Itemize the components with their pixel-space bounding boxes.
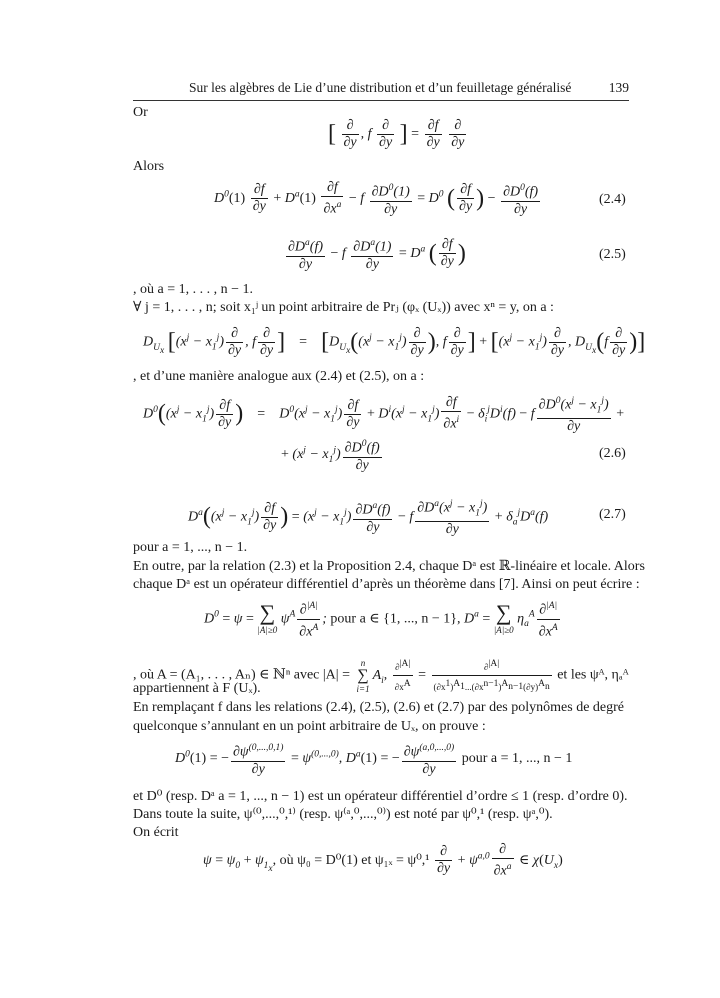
pour-range-text: pour a ∈ {1, ..., n − 1}, [330, 611, 461, 627]
equation-2-6-line2: + $(x^j - x_1^j)$ $\frac{\partial D^0(f)}{\partial y}$ [281, 436, 384, 474]
pour-a-short: pour a = 1, ..., n − 1 [461, 751, 573, 767]
equation-number-2-7: (2.7) [599, 507, 626, 522]
text-appartiennent: appartiennent à F (Uₓ). [133, 681, 261, 696]
text-forall: ∀ j = 1, . . . , n; soit x₁ʲ un point arbitraire de Prⱼ (φₓ (Uₓ)) avec xⁿ = y, on a : [133, 300, 554, 315]
text-dans-toute: Dans toute la suite, ψ⁽⁰,...,⁰,¹⁾ (resp. ψ⁽ᵃ,⁰,...,⁰⁾) est noté par ψ⁰,¹ (resp. ψᵃ,⁰). [133, 807, 553, 822]
text-analogue: , et d’une manière analogue aux (2.4) et (2.5), on a : [133, 369, 425, 384]
text-ou-A-end: et les ψᴬ, ηₐᴬ [557, 667, 629, 683]
running-title: Sur les algèbres de Lie d’une distribution et d’un feuilletage généralisé [189, 80, 572, 95]
equation-commutator: $D_{U_x}$ [$(x^j - x_1^j)$ $\frac{\partial}{\partial y}$ , f $\frac{\partial}{\partial y}$ ] = [$D_{U_x}((x^j - x_1^j)$ $\frac{\partial}{\partial y}$ ), f $\frac{\partial}{\partial y}$ ] + [$(x^j - x_1^j)$ $\frac{\partial}{\partial y}$ , $D_{U_x}(f$ $\frac{\partial}{\partial y}$ )] [143, 326, 646, 358]
text-en-outre-2: chaque Dᵃ est un opérateur différentiel d’après un théorème dans [7]. Ainsi on peut écrire : [133, 577, 640, 592]
running-header [133, 78, 629, 101]
page-number: 139 [608, 80, 629, 95]
equation-bracket: [ $\frac{\partial}{\partial y}$ , f $\frac{\partial}{\partial y}$ ] = $\frac{\partial f}{\partial y}$ $\frac{\partial}{\partial y}$ [328, 118, 465, 150]
equation-2-5: $\frac{\partial D^a(f)}{\partial y}$ − f $\frac{\partial D^a(1)}{\partial y}$ = $D^a$ ( $\frac{\partial f}{\partial y}$ ) [284, 235, 466, 273]
text-ou-A-start: , où A = (A₁, . . . , Aₙ) ∈ ℕⁿ avec |A| = [133, 667, 350, 683]
equation-2-7: $D^a((x^j - x_1^j)$ $\frac{\partial f}{\partial y}$ ) = $(x^j - x_1^j)$ $\frac{\partial D^a(f)}{\partial y}$ − f $\frac{\partial D^a(x^j - x_1^j)}{\partial y}$ + $\delta_a^jD^a(f)$ [188, 496, 548, 538]
text-en-outre-1: En outre, par la relation (2.3) et la Proposition 2.4, chaque Dᵃ est ℝ-linéaire et locale. Alors [133, 559, 645, 574]
text-ou-A: , où A = (A₁, . . . , Aₙ) ∈ ℕⁿ avec |A| = n ∑ i=1 $A_i$, $\frac{\partial^{|A|}}{\partial x^A}$ = $\frac{\partial^{|A|}}{(\partial x^1)^{A_1}...(\partial x^{n-1})^{A_{n-1}}(\partial y)^{A_n}}$ et les ψᴬ, ηₐᴬ [133, 657, 629, 694]
text-ou-a: , où a = 1, . . . , n − 1. [133, 282, 254, 297]
text-on-ecrit: On écrit [133, 825, 179, 840]
text-remplacant-2: quelconque s’annulant en un point arbitraire de Uₓ, on prouve : [133, 719, 486, 734]
equation-number-2-4: (2.4) [599, 192, 626, 207]
ou-psi0-text: , où ψ₀ = D⁰(1) et ψ₁ₓ = ψ⁰,¹ [272, 853, 430, 869]
equation-operator-expansion: $D^0 = \psi$ = ∑ |A|≥0 $\psi^A$ $\frac{\partial^{|A|}}{\partial x^A}$ ; pour a ∈ {1, ..., n − 1}, $D^a$ = ∑ |A|≥0 $\eta_a^A$ $\frac{\partial^{|A|}}{\partial x^A}$ [204, 598, 562, 640]
equation-number-2-5: (2.5) [599, 247, 626, 262]
equation-2-6-line1: $D^0((x^j - x_1^j)$ $\frac{\partial f}{\partial y}$ ) = $D^0(x^j - x_1^j)$ $\frac{\partial f}{\partial y}$ + $D^i(x^j - x_1^j)$ $\frac{\partial f}{\partial x^i}$ − $\delta_i^jD^i(f) - f$ $\frac{\partial D^0(x^j - x_1^j)}{\partial y}$ + [143, 393, 624, 435]
text-remplacant-1: En remplaçant f dans les relations (2.4), (2.5), (2.6) et (2.7) par des polynômes de degré [133, 700, 625, 715]
equation-d0-psi: $D^0(1)$ = − $\frac{\partial\psi^{(0,...,0,1)}}{\partial y}$ = $\psi^{(0,...,0)}$, $D^a(1)$ = − $\frac{\partial\psi^{(a,0,...,0)}}{\partial y}$ pour a = 1, ..., n − 1 [175, 740, 572, 778]
equation-2-4: $D^0(1)$ $\frac{\partial f}{\partial y}$ + $D^a(1)$ $\frac{\partial f}{\partial x^a}$ − f $\frac{\partial D^0(1)}{\partial y}$ = $D^0$ ( $\frac{\partial f}{\partial y}$ ) − $\frac{\partial D^0(f)}{\partial y}$ [214, 180, 539, 217]
text-or: Or [133, 105, 148, 120]
text-alors: Alors [133, 159, 165, 174]
text-pour-a: pour a = 1, ..., n − 1. [133, 540, 248, 555]
text-et-d0: et D⁰ (resp. Dᵃ a = 1, ..., n − 1) est un opérateur différentiel d’ordre ≤ 1 (resp. d’ordre 0). [133, 789, 628, 804]
equation-number-2-6: (2.6) [599, 446, 626, 461]
equation-psi-decomposition: $\psi = \psi_0 + \psi_{1_x}$, où ψ₀ = D⁰(1) et ψ₁ₓ = ψ⁰,¹ $\frac{\partial}{\partial y}$ + $\psi^{a,0}$ $\frac{\partial}{\partial x^a}$ ∈ $\chi(U_x)$ [203, 842, 563, 879]
